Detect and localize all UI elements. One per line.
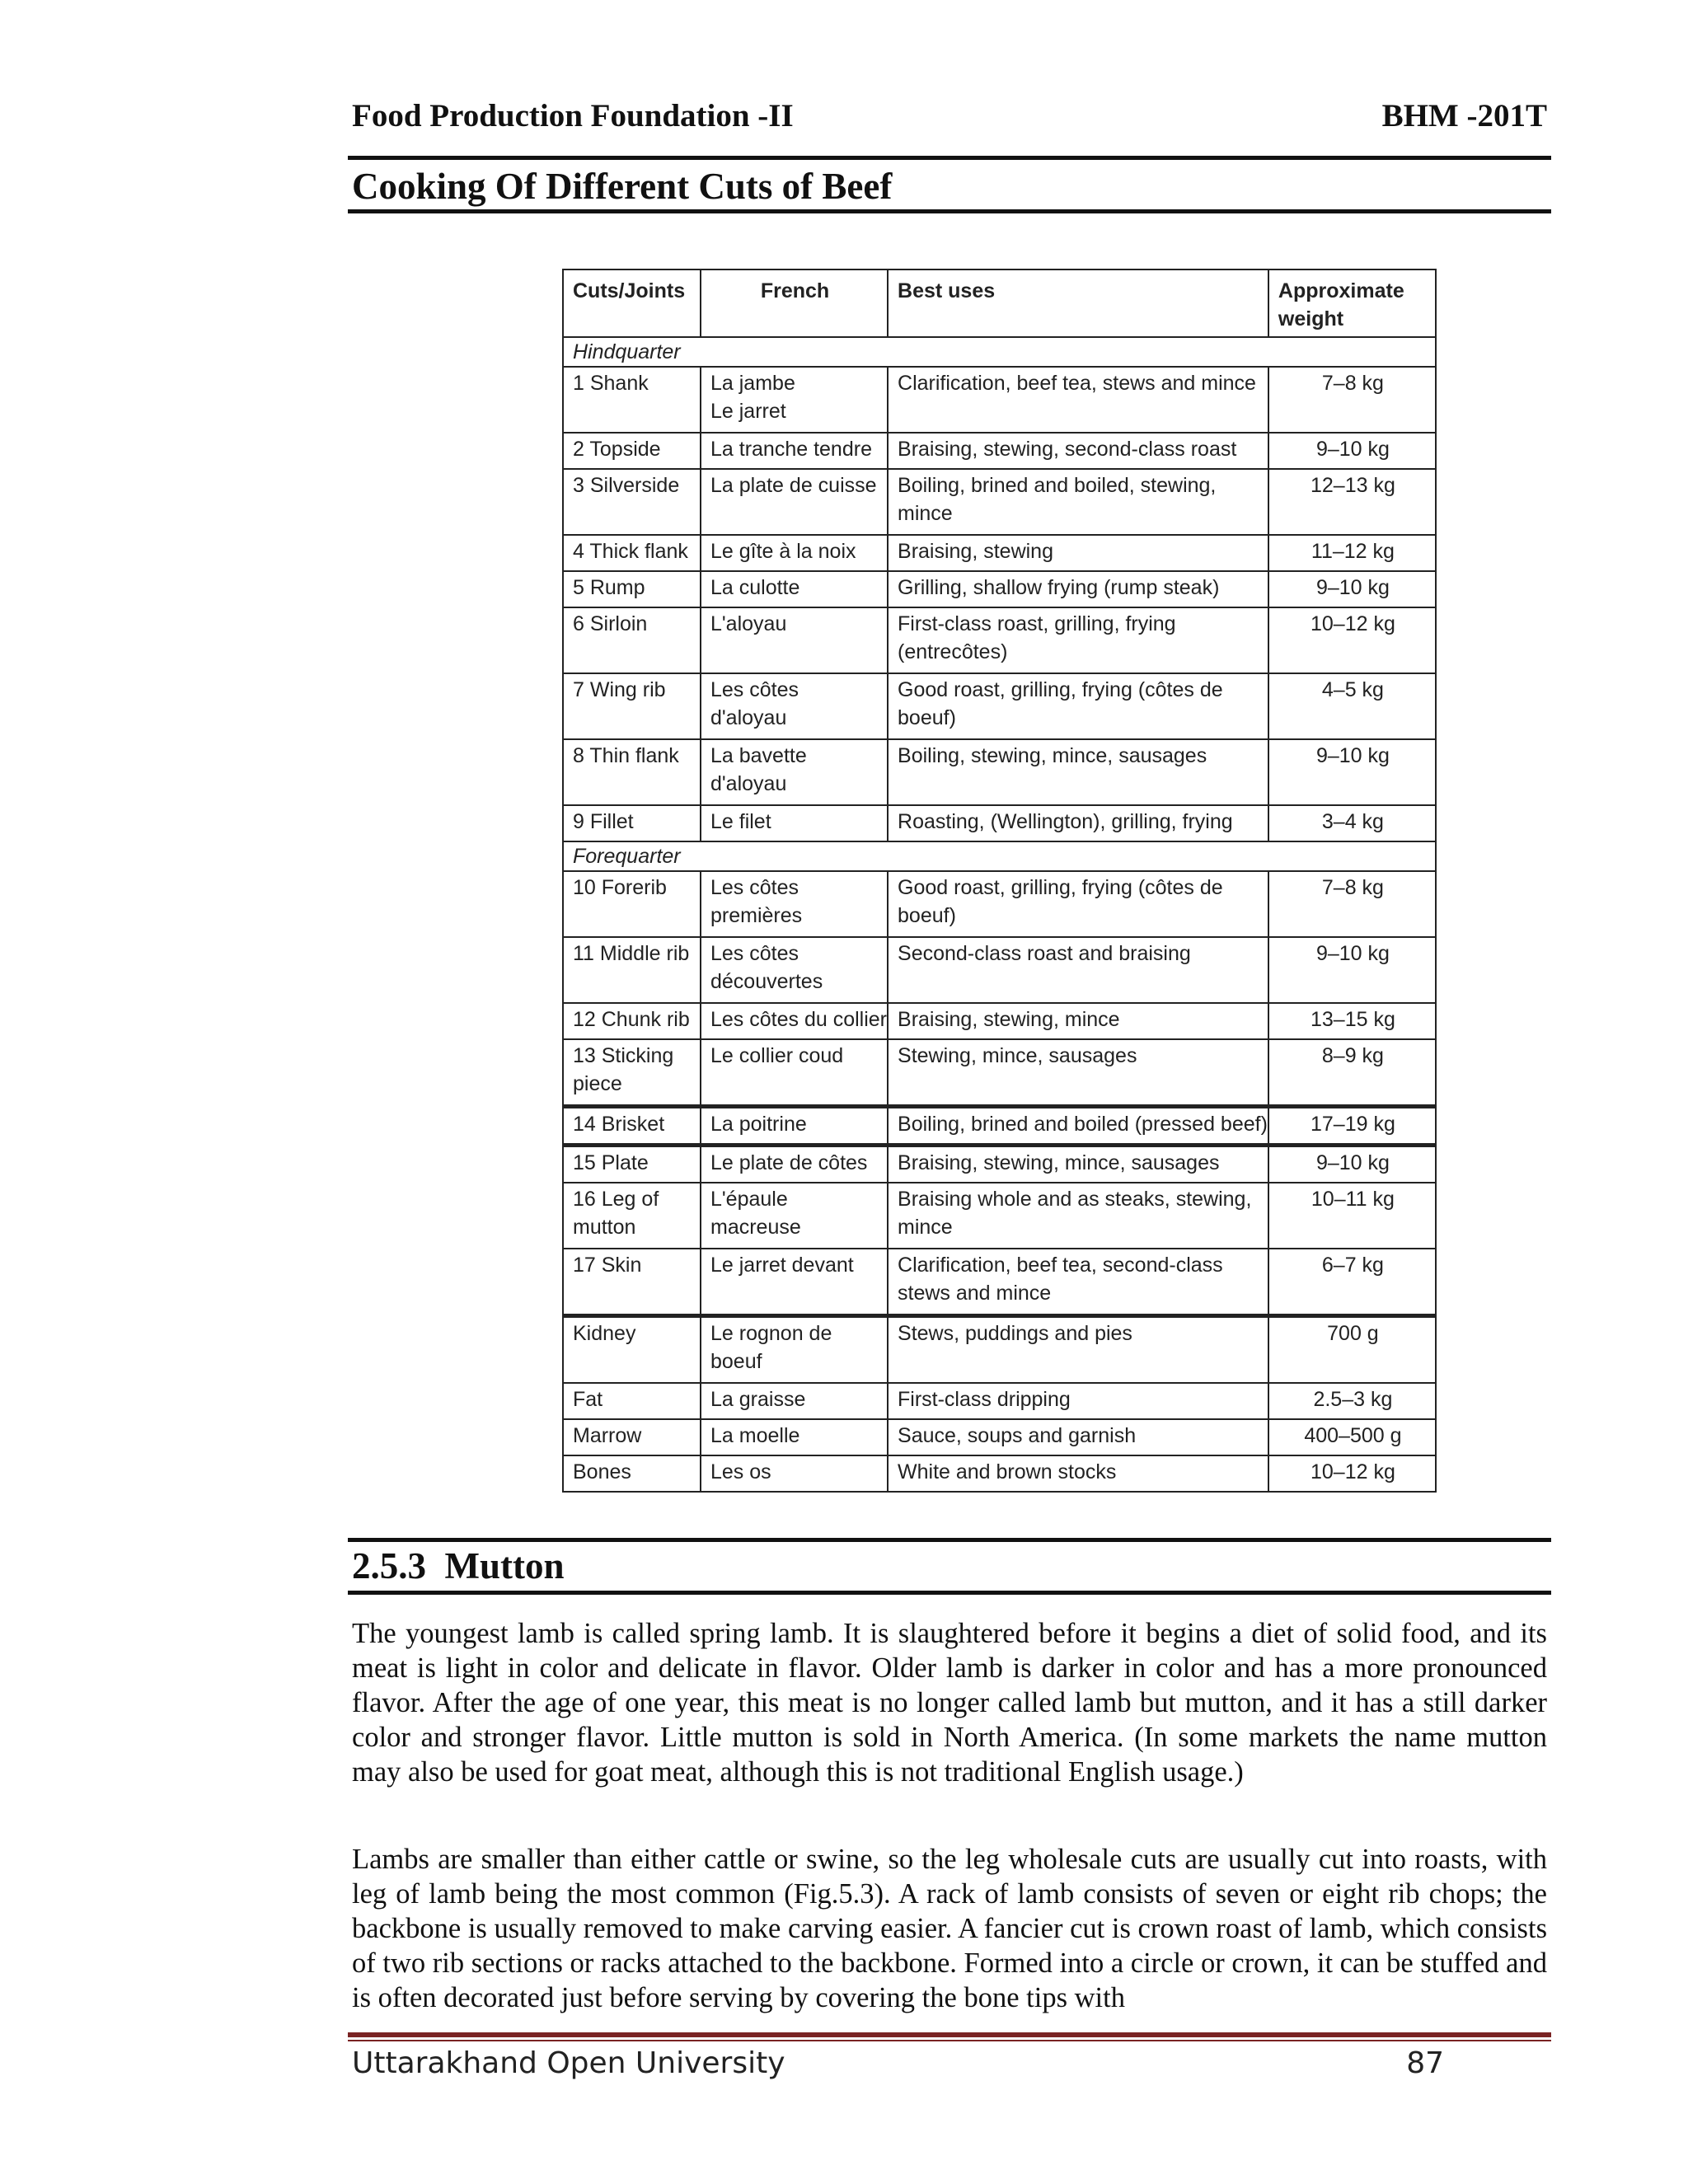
cell-cut: 16 Leg of mutton bbox=[563, 1183, 701, 1249]
cell-uses: Clarification, beef tea, second-class stews and mince bbox=[888, 1249, 1268, 1316]
cell-uses: Stews, puddings and pies bbox=[888, 1316, 1268, 1384]
cell-french: Le rognon de boeuf bbox=[701, 1316, 888, 1384]
cell-cut: Fat bbox=[563, 1383, 701, 1419]
cell-cut: 5 Rump bbox=[563, 571, 701, 607]
cell-uses: Second-class roast and braising bbox=[888, 937, 1268, 1003]
paragraph-1: The youngest lamb is called spring lamb. It is slaughtered before it begins a diet of solid food, and its meat is light in color and delicate in flavor. Older lamb is darker in color and has a more pronounced flavor. After the age of one year, this meat is no longer called lamb but mutton, and it has a still darker color and stronger flavor. Little mutton is sold in North America. (In some markets the name mutton may also be used for goat meat, although this is not traditional English usage.) bbox=[352, 1617, 1547, 1788]
cell-cut: 4 Thick flank bbox=[563, 535, 701, 571]
cell-french: La graisse bbox=[701, 1383, 888, 1419]
col-header-cuts: Cuts/Joints bbox=[563, 269, 701, 337]
table-row bbox=[563, 1249, 1436, 1316]
cell-weight: 10–12 kg bbox=[1268, 1455, 1436, 1492]
cell-cut: 12 Chunk rib bbox=[563, 1003, 701, 1039]
heading-number: 2.5.3 bbox=[352, 1545, 426, 1586]
table-row bbox=[563, 673, 1436, 739]
cell-weight: 10–12 kg bbox=[1268, 607, 1436, 673]
section-row-forequarter bbox=[563, 841, 1436, 871]
table-row bbox=[563, 1039, 1436, 1107]
heading-text: Mutton bbox=[444, 1545, 565, 1586]
cell-weight: 11–12 kg bbox=[1268, 535, 1436, 571]
cell-uses: Braising, stewing bbox=[888, 535, 1268, 571]
table-row bbox=[563, 1419, 1436, 1455]
cell-french: Le gîte à la noix bbox=[701, 535, 888, 571]
table-row bbox=[563, 1183, 1436, 1249]
cell-cut: 10 Forerib bbox=[563, 871, 701, 937]
table-row bbox=[563, 535, 1436, 571]
cell-french: La moelle bbox=[701, 1419, 888, 1455]
cell-cut: 11 Middle rib bbox=[563, 937, 701, 1003]
cell-french: Les os bbox=[701, 1455, 888, 1492]
cell-french: Les côtes d'aloyau bbox=[701, 673, 888, 739]
cell-uses: Braising, stewing, mince, sausages bbox=[888, 1146, 1268, 1183]
cell-weight: 9–10 kg bbox=[1268, 1146, 1436, 1183]
section-title-rule bbox=[348, 209, 1551, 213]
cell-french bbox=[701, 367, 888, 433]
cell-uses: Braising, stewing, mince bbox=[888, 1003, 1268, 1039]
cell-french: Le filet bbox=[701, 805, 888, 841]
cell-uses: Boiling, brined and boiled, stewing, mince bbox=[888, 469, 1268, 535]
footer-rule bbox=[348, 2032, 1551, 2037]
cell-weight: 7–8 kg bbox=[1268, 367, 1436, 433]
cell-uses: Stewing, mince, sausages bbox=[888, 1039, 1268, 1107]
cell-french: Le plate de côtes bbox=[701, 1146, 888, 1183]
cell-uses: Clarification, beef tea, stews and mince bbox=[888, 367, 1268, 433]
paragraph-2: Lambs are smaller than either cattle or swine, so the leg wholesale cuts are usually cut into roasts, with leg of lamb being the most common (Fig.5.3). A rack of lamb consists of seven or eight rib chops; the backbone is usually removed to make carving easier. A fancier cut is crown roast of lamb, which consists of two rib sections or racks attached to the backbone. Formed into a circle or crown, it can be stuffed and is often decorated just before serving by covering the bone tips with bbox=[352, 1843, 1547, 2013]
cell-cut: Kidney bbox=[563, 1316, 701, 1384]
cell-french: L'aloyau bbox=[701, 607, 888, 673]
cell-uses: Braising, stewing, second-class roast bbox=[888, 433, 1268, 469]
col-header-french: French bbox=[701, 269, 888, 337]
cell-uses: First-class dripping bbox=[888, 1383, 1268, 1419]
cell-french: La culotte bbox=[701, 571, 888, 607]
cell-uses: Boiling, stewing, mince, sausages bbox=[888, 739, 1268, 805]
cell-weight: 10–11 kg bbox=[1268, 1183, 1436, 1249]
cell-uses: Good roast, grilling, frying (côtes de boeuf) bbox=[888, 871, 1268, 937]
cell-uses: First-class roast, grilling, frying (entrecôtes) bbox=[888, 607, 1268, 673]
cell-weight: 12–13 kg bbox=[1268, 469, 1436, 535]
cell-french: La tranche tendre bbox=[701, 433, 888, 469]
table-row bbox=[563, 1383, 1436, 1419]
cell-cut: 17 Skin bbox=[563, 1249, 701, 1316]
table-row bbox=[563, 367, 1436, 433]
section-label: Forequarter bbox=[563, 841, 1436, 871]
table-row bbox=[563, 469, 1436, 535]
footer-rule-thin bbox=[348, 2040, 1551, 2041]
cell-weight: 9–10 kg bbox=[1268, 739, 1436, 805]
cell-french: Le collier coud bbox=[701, 1039, 888, 1107]
cell-weight: 700 g bbox=[1268, 1316, 1436, 1384]
cell-cut: 6 Sirloin bbox=[563, 607, 701, 673]
col-header-weight: Approximate weight bbox=[1268, 269, 1436, 337]
table-row bbox=[563, 1003, 1436, 1039]
table-row bbox=[563, 607, 1436, 673]
cell-cut: 8 Thin flank bbox=[563, 739, 701, 805]
table-row bbox=[563, 805, 1436, 841]
page-footer bbox=[352, 2046, 1444, 2080]
cell-cut: 7 Wing rib bbox=[563, 673, 701, 739]
cell-weight: 3–4 kg bbox=[1268, 805, 1436, 841]
table-row bbox=[563, 1316, 1436, 1384]
cell-cut: Marrow bbox=[563, 1419, 701, 1455]
cell-cut: 9 Fillet bbox=[563, 805, 701, 841]
cell-french: Le jarret devant bbox=[701, 1249, 888, 1316]
cell-weight: 400–500 g bbox=[1268, 1419, 1436, 1455]
cell-french-text: La jambe Le jarret bbox=[710, 372, 795, 423]
cell-cut: 14 Brisket bbox=[563, 1107, 701, 1146]
section-label: Hindquarter bbox=[563, 337, 1436, 367]
table-row bbox=[563, 739, 1436, 805]
cell-cut: 15 Plate bbox=[563, 1146, 701, 1183]
cell-uses: Braising whole and as steaks, stewing, mince bbox=[888, 1183, 1268, 1249]
cell-cut: 3 Silverside bbox=[563, 469, 701, 535]
cell-french: La plate de cuisse bbox=[701, 469, 888, 535]
col-header-uses: Best uses bbox=[888, 269, 1268, 337]
cell-weight: 8–9 kg bbox=[1268, 1039, 1436, 1107]
table-header-row bbox=[563, 269, 1436, 337]
header-rule bbox=[348, 156, 1551, 160]
cell-weight: 4–5 kg bbox=[1268, 673, 1436, 739]
table-row bbox=[563, 433, 1436, 469]
page-number: 87 bbox=[1406, 2046, 1444, 2080]
cell-weight: 2.5–3 kg bbox=[1268, 1383, 1436, 1419]
course-code: BHM -201T bbox=[1381, 98, 1547, 134]
table-row bbox=[563, 1455, 1436, 1492]
cell-uses: Sauce, soups and garnish bbox=[888, 1419, 1268, 1455]
section-title: Cooking Of Different Cuts of Beef bbox=[352, 166, 893, 207]
course-title: Food Production Foundation -II bbox=[352, 98, 794, 134]
cell-weight: 9–10 kg bbox=[1268, 571, 1436, 607]
cell-french: Les côtes du collier bbox=[701, 1003, 888, 1039]
table-row bbox=[563, 871, 1436, 937]
cell-weight: 7–8 kg bbox=[1268, 871, 1436, 937]
mutton-heading bbox=[352, 1544, 565, 1587]
cell-weight: 9–10 kg bbox=[1268, 937, 1436, 1003]
cell-uses: Good roast, grilling, frying (côtes de boeuf) bbox=[888, 673, 1268, 739]
cell-cut: Bones bbox=[563, 1455, 701, 1492]
cell-french: Les côtes premières bbox=[701, 871, 888, 937]
mutton-heading-rule-bottom bbox=[348, 1591, 1551, 1595]
university-name: Uttarakhand Open University bbox=[352, 2046, 785, 2080]
table-row bbox=[563, 571, 1436, 607]
cell-cut: 2 Topside bbox=[563, 433, 701, 469]
cell-cut: 1 Shank bbox=[563, 367, 701, 433]
cell-weight: 6–7 kg bbox=[1268, 1249, 1436, 1316]
cell-french: Les côtes découvertes bbox=[701, 937, 888, 1003]
running-header bbox=[352, 97, 1547, 134]
cell-weight: 9–10 kg bbox=[1268, 433, 1436, 469]
cell-uses: Grilling, shallow frying (rump steak) bbox=[888, 571, 1268, 607]
cell-french: La poitrine bbox=[701, 1107, 888, 1146]
mutton-heading-rule-top bbox=[348, 1538, 1551, 1542]
cell-french: La bavette d'aloyau bbox=[701, 739, 888, 805]
table-row bbox=[563, 937, 1436, 1003]
cell-weight: 13–15 kg bbox=[1268, 1003, 1436, 1039]
cell-uses: Roasting, (Wellington), grilling, frying bbox=[888, 805, 1268, 841]
cell-weight: 17–19 kg bbox=[1268, 1107, 1436, 1146]
cell-cut: 13 Sticking piece bbox=[563, 1039, 701, 1107]
table-row bbox=[563, 1107, 1436, 1146]
cell-uses: Boiling, brined and boiled (pressed beef) bbox=[888, 1107, 1268, 1146]
beef-cuts-table bbox=[562, 269, 1437, 1493]
cell-french: L'épaule macreuse bbox=[701, 1183, 888, 1249]
table-row bbox=[563, 1146, 1436, 1183]
cell-uses: White and brown stocks bbox=[888, 1455, 1268, 1492]
section-row-hindquarter bbox=[563, 337, 1436, 367]
